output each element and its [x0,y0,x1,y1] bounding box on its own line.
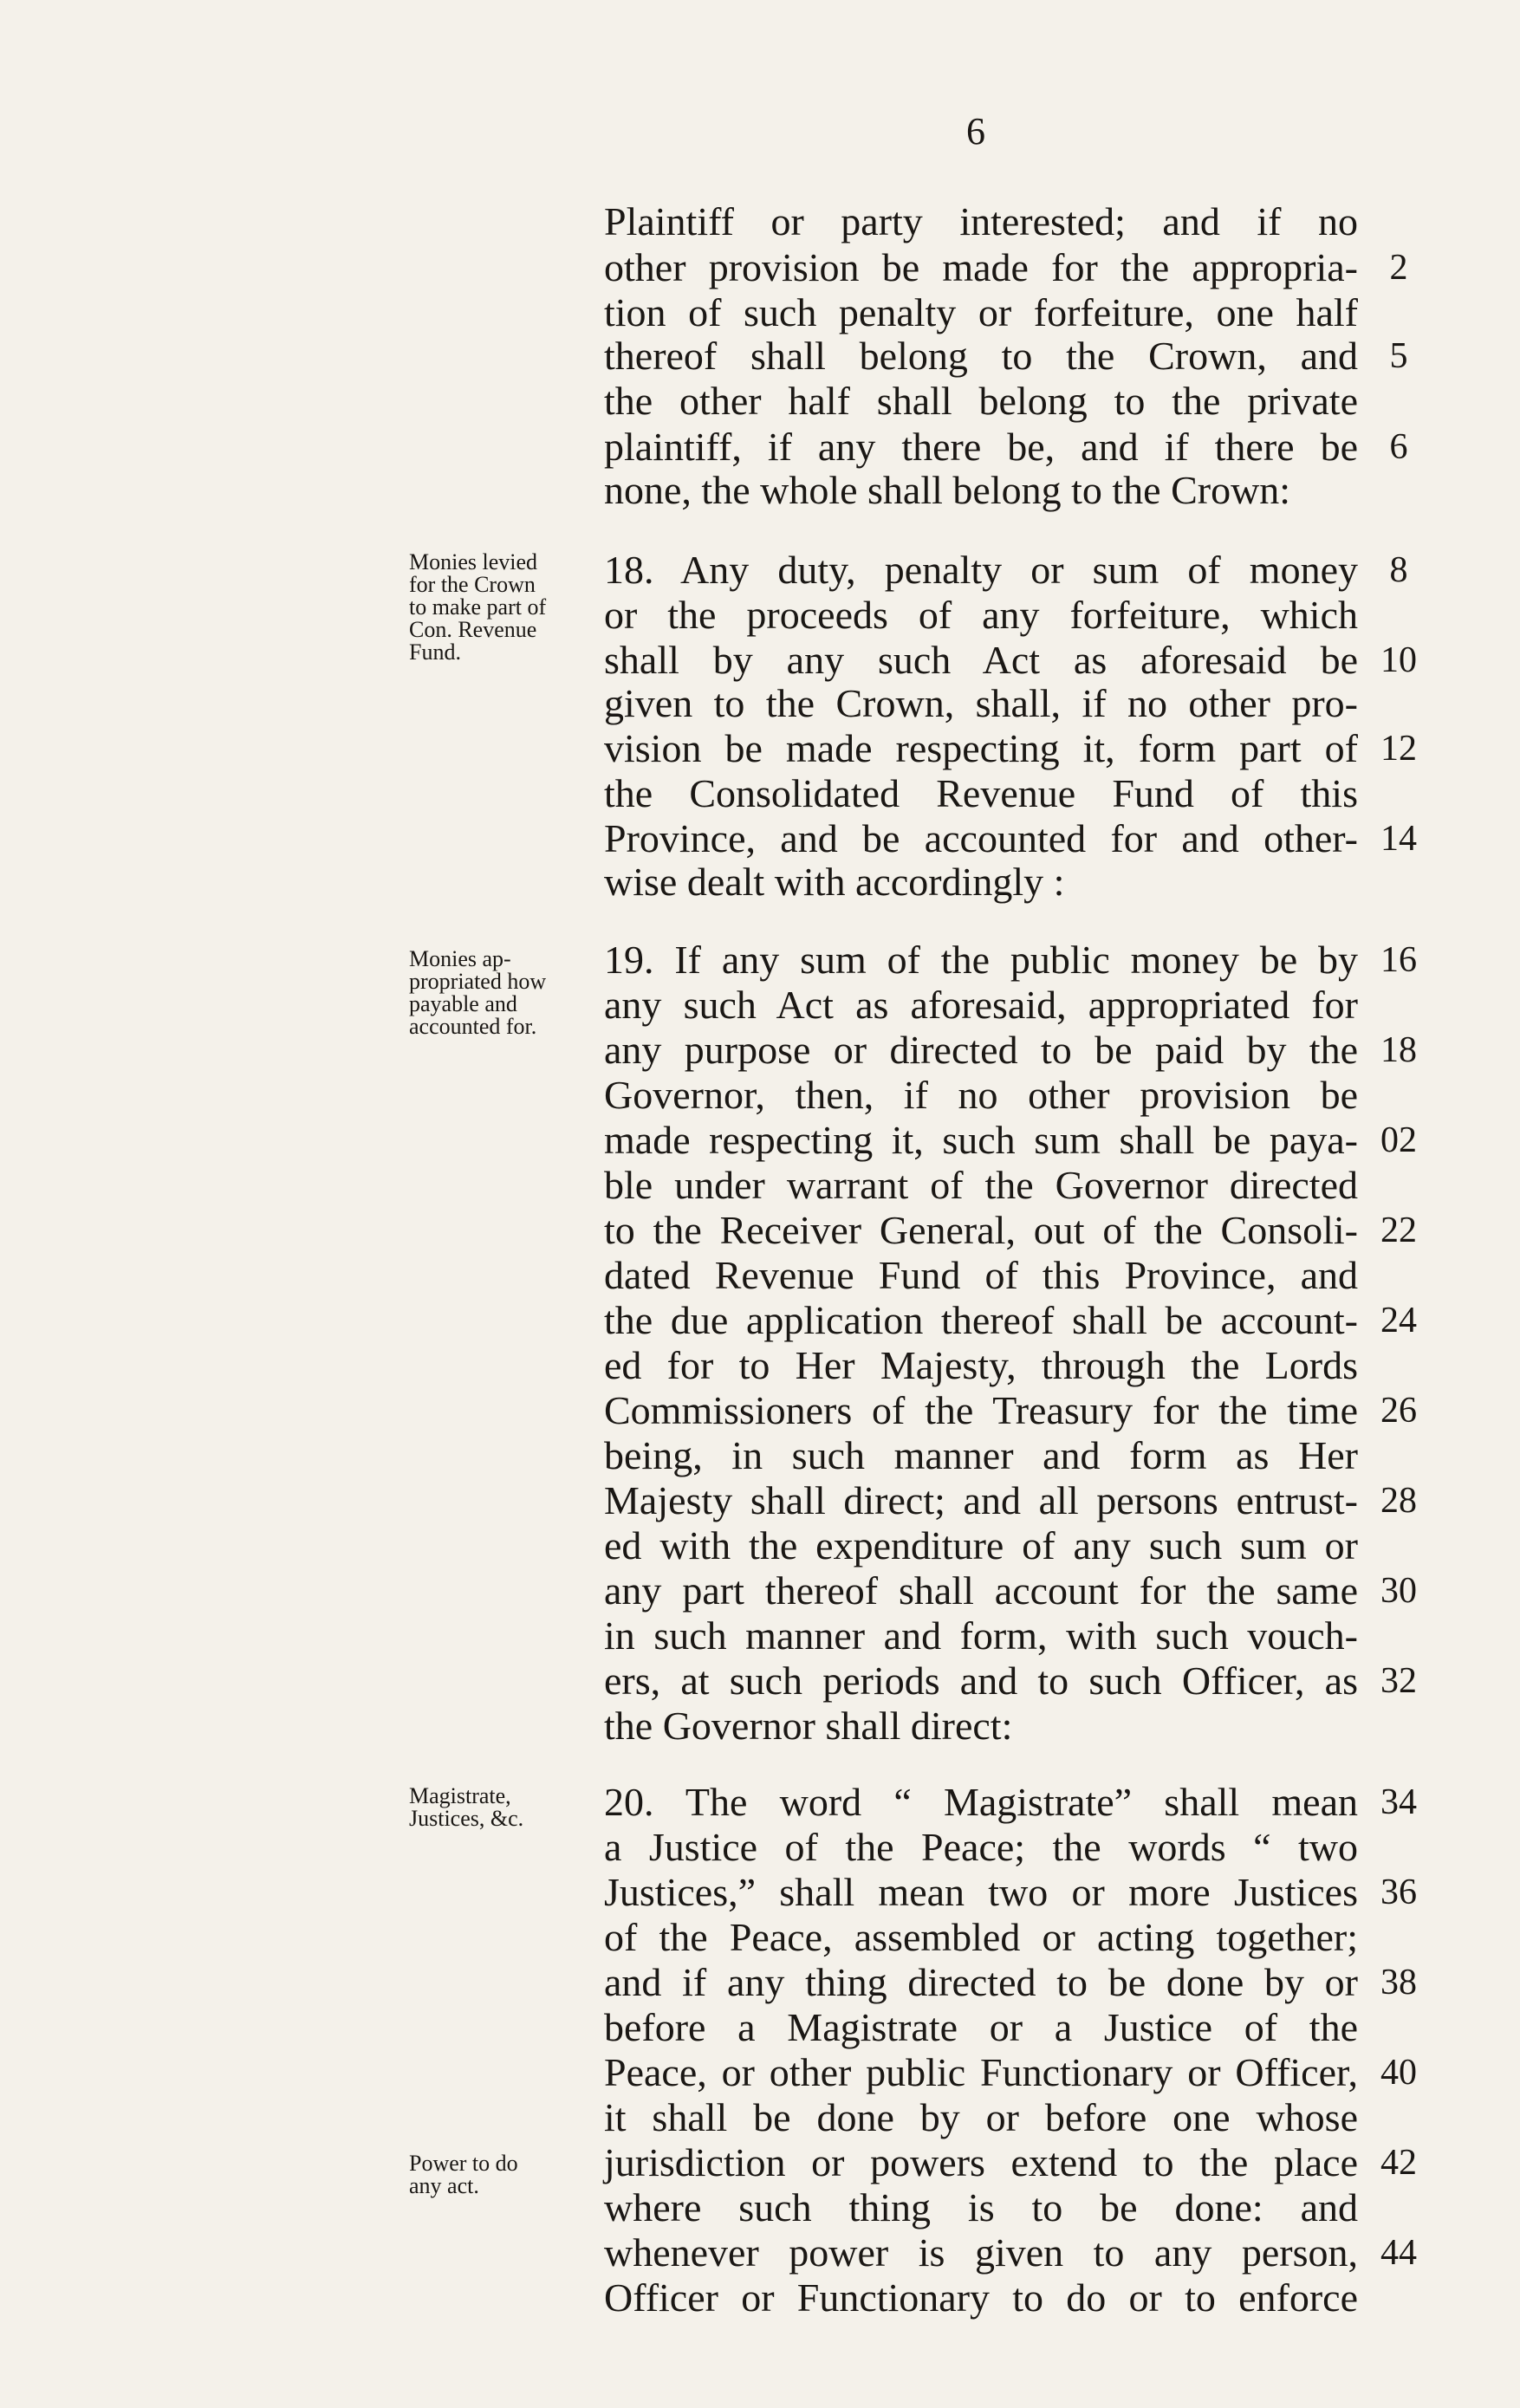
text-line: Officer or Functionary to do or to enforce [604,2275,1358,2320]
line-number: 32 [1380,1661,1417,1701]
text-line: jurisdiction or powers extend to the place [604,2140,1358,2184]
text-line: Province, and be accounted for and other- [604,816,1358,860]
text-line: none, the whole shall belong to the Crown: [604,468,1291,512]
margin-note-line: propriated how [409,969,547,994]
margin-note-line: Justices, &c. [409,1806,524,1831]
margin-note [409,2152,591,2197]
margin-note-line: to make part of [409,594,547,620]
text-line: Governor, then, if no other provision be [604,1073,1358,1117]
line-number: 34 [1380,1782,1417,1822]
text-line: plaintiff, if any there be, and if there be [604,425,1358,469]
text-line: ers, at such periods and to such Officer, as [604,1658,1358,1703]
text-line: and if any thing directed to be done by or [604,1960,1358,2004]
margin-note-line: Monies ap- [409,946,511,971]
line-number: 36 [1380,1873,1417,1912]
line-number: 6 [1389,427,1408,467]
text-line: of the Peace, assembled or acting together; [604,1915,1358,1959]
line-number: 30 [1380,1571,1417,1611]
line-number: 10 [1380,640,1417,680]
text-line: dated Revenue Fund of this Province, and [604,1253,1358,1297]
margin-note-line: accounted for. [409,1014,537,1039]
line-number: 02 [1380,1120,1417,1160]
text-line: being, in such manner and form as Her [604,1433,1358,1477]
text-line: 20. The word “ Magistrate” shall mean [604,1780,1358,1824]
margin-note [409,551,591,664]
line-number: 2 [1389,248,1408,288]
line-number: 26 [1380,1391,1417,1431]
text-line: vision be made respecting it, form part of [604,726,1358,770]
text-line: a Justice of the Peace; the words “ two [604,1825,1358,1869]
line-number: 8 [1389,550,1408,590]
text-line: in such manner and form, with such vouch- [604,1613,1358,1658]
text-line: tion of such penalty or forfeiture, one half [604,290,1358,334]
text-line: other provision be made for the appropria- [604,245,1358,289]
page-number: 6 [966,110,985,153]
text-line: 18. Any duty, penalty or sum of money [604,548,1358,592]
text-line: any part thereof shall account for the same [604,1568,1358,1613]
text-line: given to the Crown, shall, if no other pro- [604,681,1358,725]
margin-note-line: payable and [409,991,517,1016]
text-line: or the proceeds of any forfeiture, which [604,593,1358,637]
margin-note [409,948,591,1038]
margin-note-line: Fund. [409,639,461,665]
text-line: wise dealt with accordingly : [604,860,1065,904]
text-line: ed for to Her Majesty, through the Lords [604,1343,1358,1387]
text-line: shall by any such Act as aforesaid be [604,638,1358,682]
text-line: to the Receiver General, out of the Consoli- [604,1208,1358,1252]
text-line: before a Magistrate or a Justice of the [604,2005,1358,2049]
text-line: thereof shall belong to the Crown, and [604,334,1358,378]
margin-note-line: for the Crown [409,572,536,597]
margin-note-line: Monies levied [409,549,538,574]
text-line: Justices,” shall mean two or more Justices [604,1870,1358,1914]
text-line: Majesty shall direct; and all persons entrust- [604,1478,1358,1522]
line-number: 38 [1380,1963,1417,2002]
text-line: any such Act as aforesaid, appropriated for [604,983,1358,1027]
text-line: 19. If any sum of the public money be by [604,938,1358,982]
text-line: any purpose or directed to be paid by the [604,1028,1358,1072]
line-number: 42 [1380,2143,1417,2183]
line-number: 12 [1380,729,1417,769]
text-line: Peace, or other public Functionary or Officer, [604,2050,1358,2094]
text-line: made respecting it, such sum shall be paya- [604,1118,1358,1162]
text-line: Plaintiff or party interested; and if no [604,199,1358,243]
text-line: ble under warrant of the Governor directed [604,1163,1358,1207]
margin-note-line: Con. Revenue [409,617,537,642]
text-line: the Governor shall direct: [604,1704,1013,1748]
margin-note-line: any act. [409,2173,479,2198]
line-number: 14 [1380,819,1417,859]
line-number: 16 [1380,940,1417,980]
text-line: ed with the expenditure of any such sum or [604,1523,1358,1567]
margin-note-line: Power to do [409,2151,518,2176]
line-number: 40 [1380,2053,1417,2093]
margin-note-line: Magistrate, [409,1783,511,1808]
margin-note [409,1785,591,1830]
text-line: it shall be done by or before one whose [604,2095,1358,2139]
line-number: 5 [1389,336,1408,376]
text-line: where such thing is to be done: and [604,2185,1358,2230]
text-line: whenever power is given to any person, [604,2230,1358,2275]
text-line: the due application thereof shall be account- [604,1298,1358,1342]
text-line: Commissioners of the Treasury for the time [604,1388,1358,1432]
line-number: 18 [1380,1030,1417,1070]
line-number: 28 [1380,1481,1417,1521]
line-number: 24 [1380,1301,1417,1340]
text-line: the other half shall belong to the private [604,379,1358,423]
line-number: 44 [1380,2233,1417,2273]
line-number: 22 [1380,1210,1417,1250]
text-line: the Consolidated Revenue Fund of this [604,771,1358,815]
